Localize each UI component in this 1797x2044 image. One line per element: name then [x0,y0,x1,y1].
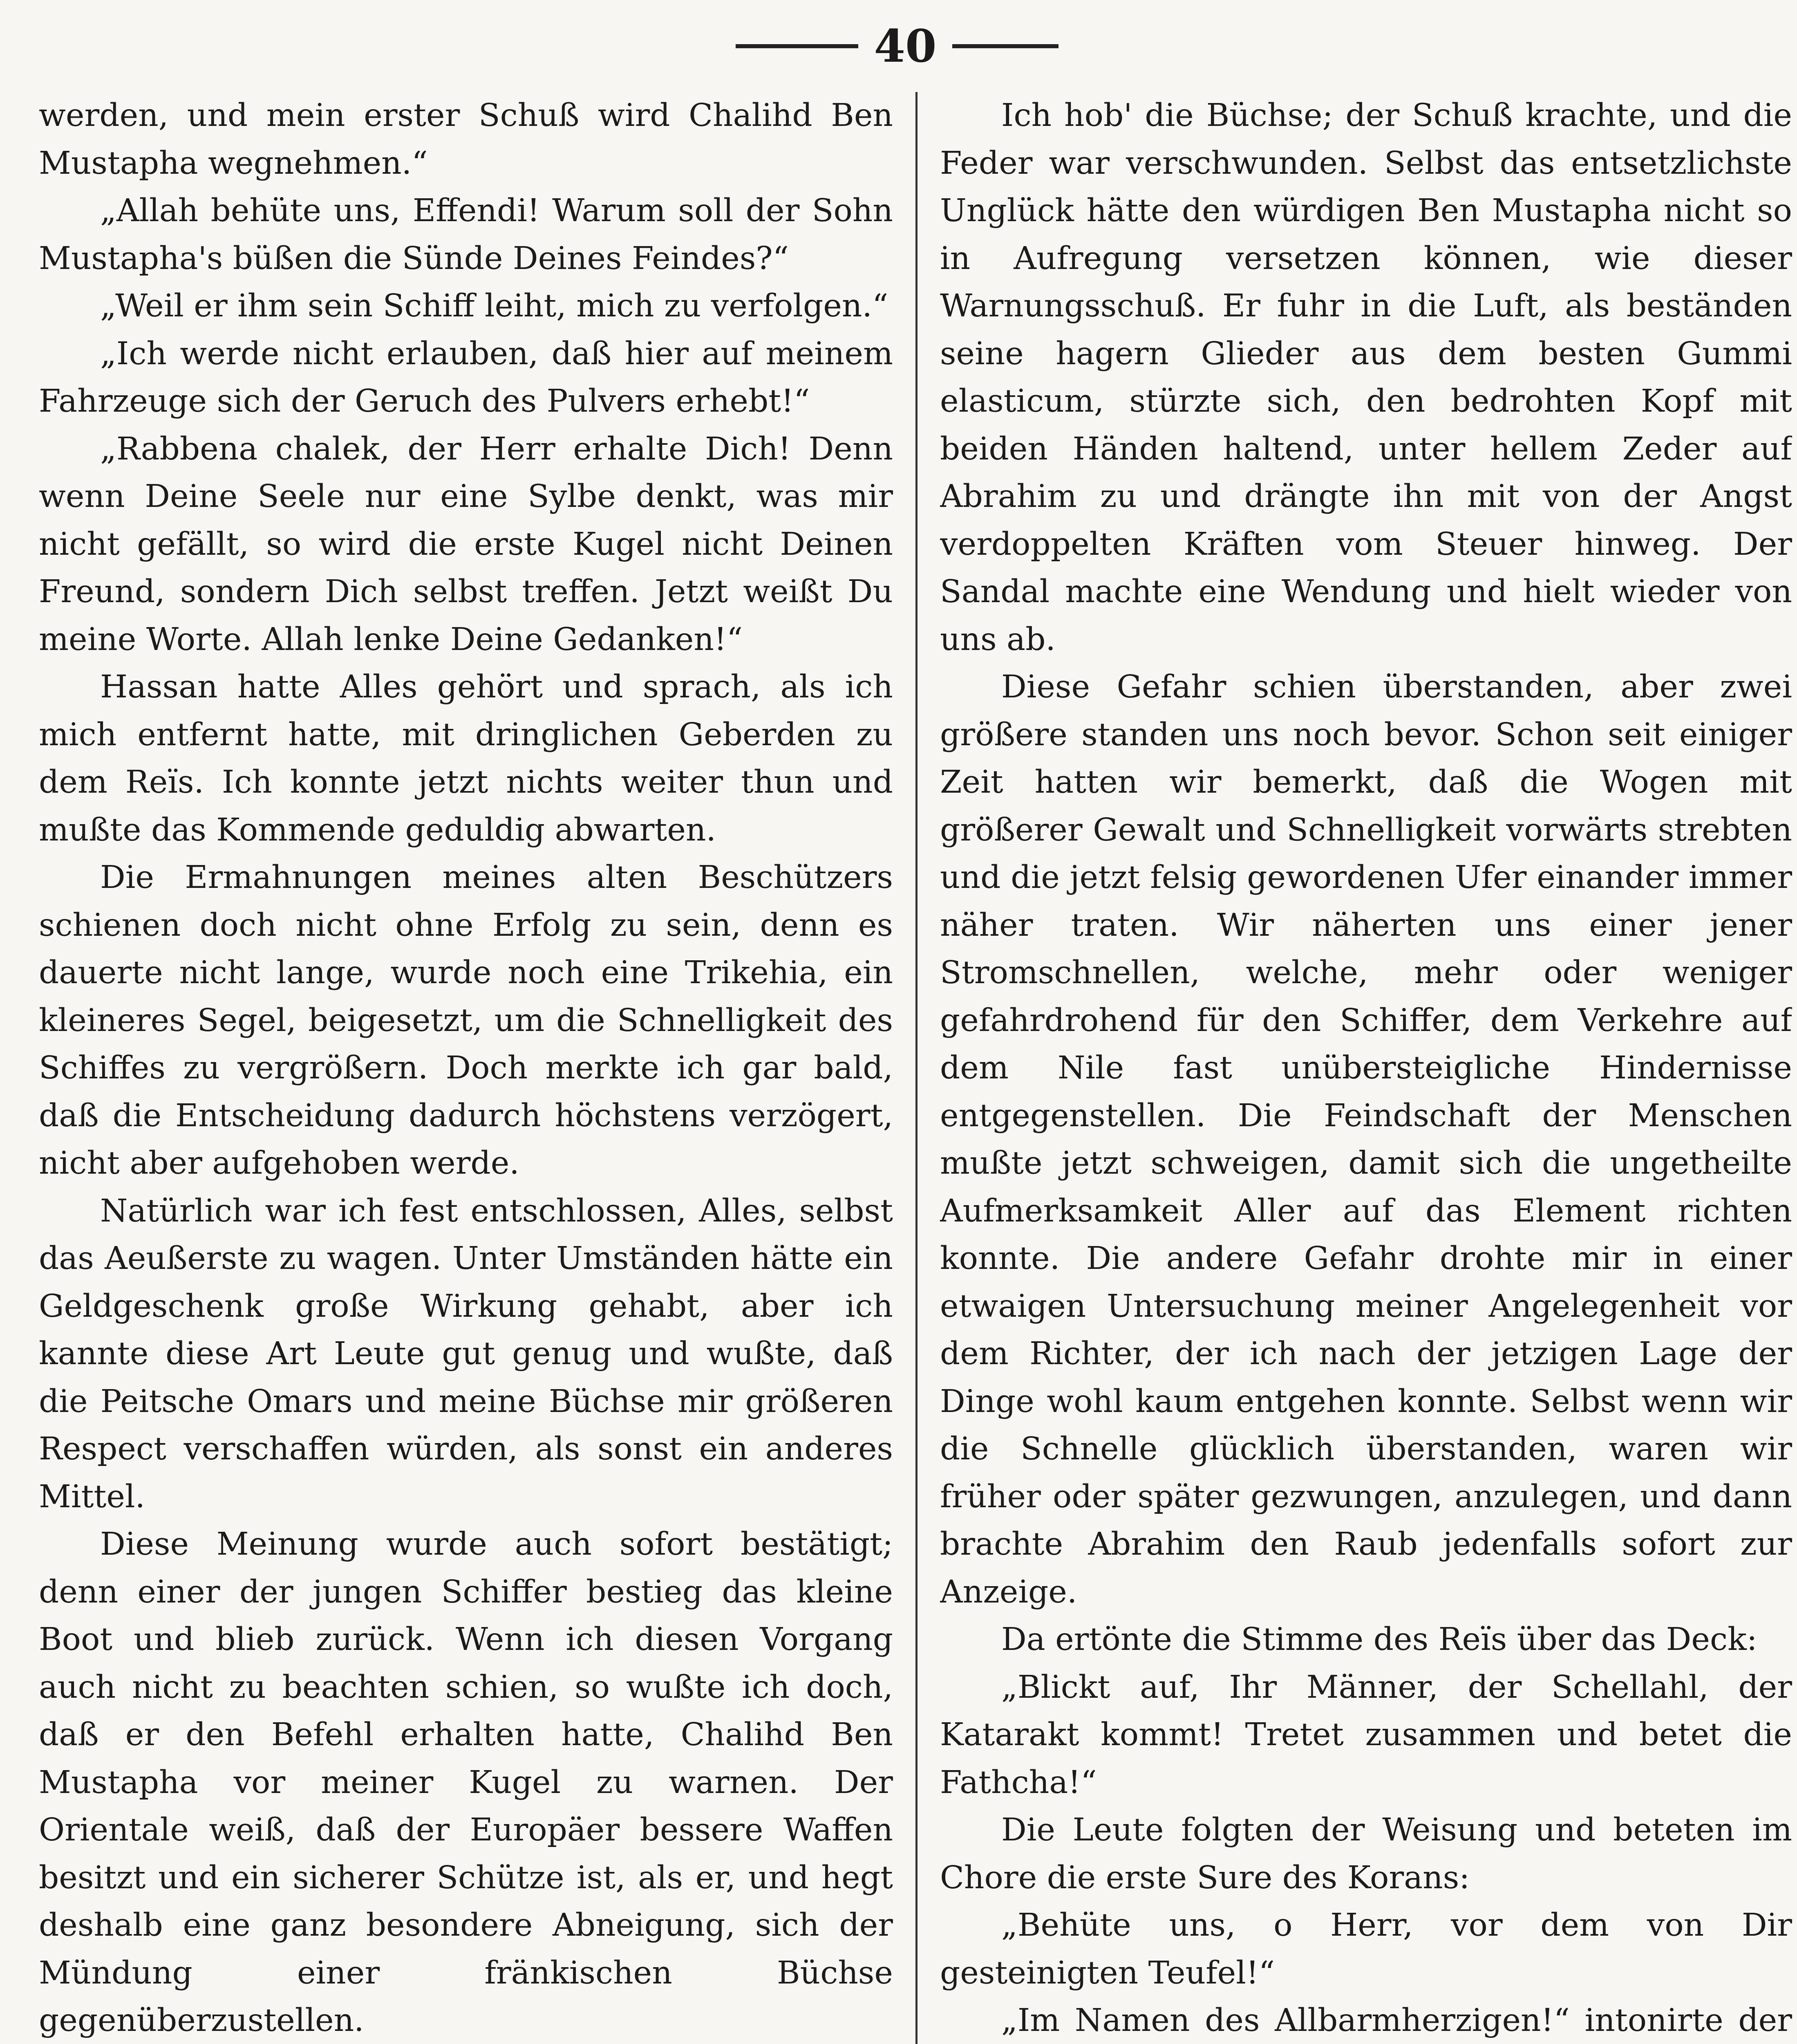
paragraph: „Allah behüte uns, Effendi! Warum soll der Sohn Mustapha's büßen die Sünde Deines Feindes?“ [39,193,893,277]
paragraph: Die Ermahnungen meines alten Beschützers schienen doch nicht ohne Erfolg zu sein, denn es dauerte nicht lange, wurde noch eine Trikehia, ein kleineres Segel, beigesetzt, um die Schnelligkeit des Schiffes zu vergrößern. Doch merkte ich gar bald, daß die Entscheidung dadurch höchstens verzögert, nicht aber aufgehoben werde. [39,859,893,1181]
left-column [39,92,893,2044]
paragraph: Diese Meinung wurde auch sofort bestätigt; denn einer der jungen Schiffer bestieg das kleine Boot und blieb zurück. Wenn ich diesen Vorgang auch nicht zu beachten schien, so wußte ich doch, daß er den Befehl erhalten hatte, Chalihd Ben Mustapha vor meiner Kugel zu warnen. Der Orientale weiß, daß der Europäer bessere Waffen besitzt und ein sicherer Schütze ist, als er, und hegt deshalb eine ganz besondere Abneigung, sich der Mündung einer fränkischen Büchse gegenüberzustellen. [39,1526,893,2039]
paragraph: Da ertönte die Stimme des Reïs über das Deck: [1001,1621,1757,1658]
paragraph: „Behüte uns, o Herr, vor dem von Dir gesteinigten Teufel!“ [940,1907,1792,1991]
header-rule-right [952,44,1059,48]
paragraph: Ich hob' die Büchse; der Schuß krachte, und die Feder war verschwunden. Selbst das entsetzlichste Unglück hätte den würdigen Ben Mustapha nicht so in Aufregung versetzen können, wie dieser Warnungsschuß. Er fuhr in die Luft, als beständen seine hagern Glieder aus dem besten Gummi elasticum, stürzte sich, den bedrohten Kopf mit beiden Händen haltend, unter hellem Zeder auf Abrahim zu und drängte ihn mit von der Angst verdoppelten Kräften vom Steuer hinweg. Der Sandal machte eine Wendung und hielt wieder von uns ab. [940,97,1792,658]
paragraph: „Rabbena chalek, der Herr erhalte Dich! Denn wenn Deine Seele nur eine Sylbe denkt, was mir nicht gefällt, so wird die erste Kugel nicht Deinen Freund, sondern Dich selbst treffen. Jetzt weißt Du meine Worte. Allah lenke Deine Gedanken!“ [39,430,893,658]
paragraph: Die Leute folgten der Weisung und beteten im Chore die erste Sure des Korans: [940,1812,1792,1896]
paragraph: „Ich werde nicht erlauben, daß hier auf meinem Fahrzeuge sich der Geruch des Pulvers erhebt!“ [39,335,893,419]
paragraph: „Weil er ihm sein Schiff leiht, mich zu verfolgen.“ [100,288,888,324]
paragraph: werden, und mein erster Schuß wird Chalihd Ben Mustapha wegnehmen.“ [39,97,893,182]
column-divider [915,92,918,2044]
page-header [0,16,1797,82]
paragraph: Hassan hatte Alles gehört und sprach, als ich mich entfernt hatte, mit dringlichen Geberden zu dem Reïs. Ich konnte jetzt nichts weiter thun und mußte das Kommende geduldig abwarten. [39,669,893,848]
right-column [940,92,1792,2044]
paragraph: Diese Gefahr schien überstanden, aber zwei größere standen uns noch bevor. Schon seit einiger Zeit hatten wir bemerkt, daß die Wogen mit größerer Gewalt und Schnelligkeit vorwärts strebten und die jetzt felsig gewordenen Ufer einander immer näher traten. Wir näherten uns einer jener Stromschnellen, welche, mehr oder weniger gefahrdrohend für den Schiffer, dem Verkehre auf dem Nile fast unübersteigliche Hindernisse entgegenstellen. Die Feindschaft der Menschen mußte jetzt schweigen, damit sich die ungetheilte Aufmerksamkeit Aller auf das Element richten konnte. Die andere Gefahr drohte mir in einer etwaigen Untersuchung meiner Angelegenheit vor dem Richter, der ich nach der jetzigen Lage der Dinge wohl kaum entgehen konnte. Selbst wenn wir die Schnelle glücklich überstanden, waren wir früher oder später gezwungen, anzulegen, und dann brachte Abrahim den Raub jedenfalls sofort zur Anzeige. [940,669,1792,1610]
paragraph: Natürlich war ich fest entschlossen, Alles, selbst das Aeußerste zu wagen. Unter Umständen hätte ein Geldgeschenk große Wirkung gehabt, aber ich kannte diese Art Leute gut genug und wußte, daß die Peitsche Omars und meine Büchse mir größeren Respect verschaffen würden, als sonst ein anderes Mittel. [39,1192,893,1515]
paragraph: „Im Namen des Allbarmherzigen!“ intonirte der [1001,2002,1792,2039]
page-number: 40 [874,20,937,72]
header-rule-left [736,44,858,48]
paragraph: „Blickt auf, Ihr Männer, der Schellahl, der Katarakt kommt! Tretet zusammen und betet die Fathcha!“ [940,1669,1792,1801]
